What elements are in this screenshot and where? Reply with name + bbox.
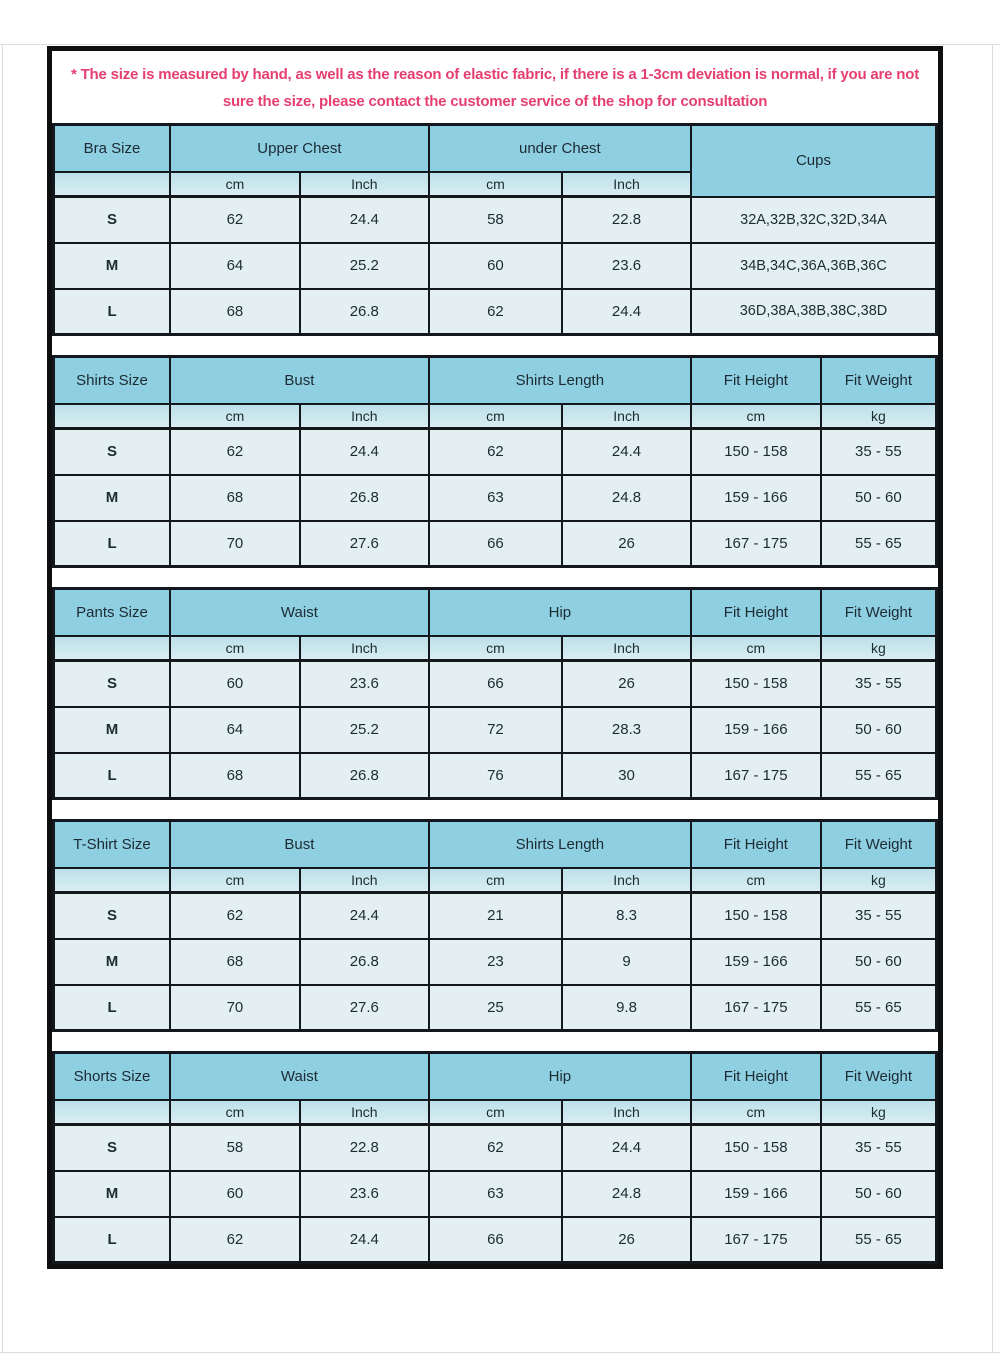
value-cell: 68 [170, 939, 300, 985]
bust-header: Bust [170, 357, 429, 404]
size-cell: M [54, 1171, 171, 1217]
unit-cell-kg: kg [821, 636, 937, 661]
value-cell: 150 - 158 [691, 893, 821, 939]
size-note [52, 51, 938, 123]
unit-cell-cm: cm [691, 636, 821, 661]
value-cell: 62 [170, 429, 300, 475]
unit-spacer-cell [54, 868, 171, 893]
bra-size-table [52, 123, 938, 336]
shirts-length-header: Shirts Length [429, 821, 691, 868]
size-tables [52, 123, 938, 1264]
note-line-1: * The size is measured by hand, as well as the reason of elastic fabric, if there is a 1-3cm deviation is normal, if you are not [70, 65, 920, 83]
shorts-row-l [54, 1217, 937, 1263]
unit-cell-inch: Inch [562, 636, 691, 661]
shirts-size-header: Shirts Size [54, 357, 171, 404]
shorts-row-s [54, 1125, 937, 1171]
size-cell: L [54, 521, 171, 567]
unit-cell-cm: cm [429, 1100, 562, 1125]
value-cell: 26.8 [300, 289, 429, 335]
unit-cell-inch: Inch [562, 868, 691, 893]
value-cell: 62 [429, 1125, 562, 1171]
value-cell: 27.6 [300, 521, 429, 567]
tshirt-row-m [54, 939, 937, 985]
fit-height-header: Fit Height [691, 357, 821, 404]
value-cell: 150 - 158 [691, 429, 821, 475]
value-cell: 58 [170, 1125, 300, 1171]
unit-cell-kg: kg [821, 404, 937, 429]
bra-row-m [54, 243, 937, 289]
value-cell: 68 [170, 753, 300, 799]
value-cell: 167 - 175 [691, 521, 821, 567]
page-divider-bottom [0, 1352, 1000, 1353]
value-cell: 68 [170, 475, 300, 521]
bra-row-l [54, 289, 937, 335]
value-cell: 24.4 [562, 1125, 691, 1171]
value-cell: 23.6 [562, 243, 691, 289]
value-cell: 63 [429, 475, 562, 521]
waist-header: Waist [170, 589, 429, 636]
value-cell: 60 [429, 243, 562, 289]
value-cell: 24.4 [562, 289, 691, 335]
value-cell: 150 - 158 [691, 1125, 821, 1171]
size-cell: S [54, 429, 171, 475]
unit-cell-cm: cm [429, 636, 562, 661]
value-cell: 26.8 [300, 475, 429, 521]
shirts-row-m [54, 475, 937, 521]
unit-cell-cm: cm [170, 636, 300, 661]
value-cell: 9 [562, 939, 691, 985]
fit-height-header: Fit Height [691, 1053, 821, 1100]
t-shirt-size-header: T-Shirt Size [54, 821, 171, 868]
hip-header: Hip [429, 1053, 691, 1100]
value-cell: 70 [170, 521, 300, 567]
value-cell: 25.2 [300, 243, 429, 289]
value-cell: 62 [429, 289, 562, 335]
size-cell: M [54, 939, 171, 985]
value-cell: 159 - 166 [691, 475, 821, 521]
hip-header: Hip [429, 589, 691, 636]
unit-cell-inch: Inch [562, 1100, 691, 1125]
value-cell: 50 - 60 [821, 475, 937, 521]
page-divider-right [992, 44, 993, 1352]
tshirt-size-table [52, 819, 938, 1032]
unit-cell-cm: cm [429, 172, 562, 197]
unit-cell-cm: cm [691, 868, 821, 893]
unit-cell-inch: Inch [300, 636, 429, 661]
value-cell: 62 [170, 197, 300, 243]
value-cell: 24.8 [562, 475, 691, 521]
value-cell: 72 [429, 707, 562, 753]
shirts-length-header: Shirts Length [429, 357, 691, 404]
upper-chest-header: Upper Chest [170, 125, 429, 172]
value-cell: 26.8 [300, 939, 429, 985]
tshirt-row-s [54, 893, 937, 939]
value-cell: 60 [170, 661, 300, 707]
value-cell: 35 - 55 [821, 429, 937, 475]
unit-cell-cm: cm [170, 172, 300, 197]
value-cell: 55 - 65 [821, 753, 937, 799]
size-cell: S [54, 893, 171, 939]
shorts-row-m [54, 1171, 937, 1217]
unit-cell-cm: cm [170, 868, 300, 893]
value-cell: 68 [170, 289, 300, 335]
cups-value-cell: 36D,38A,38B,38C,38D [691, 289, 937, 335]
bust-header: Bust [170, 821, 429, 868]
value-cell: 26 [562, 521, 691, 567]
value-cell: 60 [170, 1171, 300, 1217]
value-cell: 27.6 [300, 985, 429, 1031]
value-cell: 24.4 [300, 197, 429, 243]
value-cell: 62 [170, 893, 300, 939]
unit-cell-inch: Inch [562, 172, 691, 197]
value-cell: 64 [170, 707, 300, 753]
size-chart [47, 46, 943, 1269]
pants-size-table [52, 587, 938, 800]
pants-row-l [54, 753, 937, 799]
note-line-2: sure the size, please contact the customer service of the shop for consultation [222, 93, 768, 111]
unit-cell-kg: kg [821, 1100, 937, 1125]
value-cell: 159 - 166 [691, 707, 821, 753]
shorts-size-table [52, 1051, 938, 1264]
shirts-row-s [54, 429, 937, 475]
unit-cell-cm: cm [691, 1100, 821, 1125]
unit-cell-cm: cm [429, 868, 562, 893]
unit-cell-inch: Inch [300, 1100, 429, 1125]
value-cell: 62 [170, 1217, 300, 1263]
value-cell: 26 [562, 661, 691, 707]
value-cell: 50 - 60 [821, 939, 937, 985]
value-cell: 28.3 [562, 707, 691, 753]
fit-weight-header: Fit Weight [821, 1053, 937, 1100]
unit-cell-inch: Inch [300, 172, 429, 197]
under-chest-header: under Chest [429, 125, 691, 172]
value-cell: 24.4 [300, 429, 429, 475]
value-cell: 8.3 [562, 893, 691, 939]
value-cell: 66 [429, 1217, 562, 1263]
value-cell: 167 - 175 [691, 985, 821, 1031]
value-cell: 24.4 [562, 429, 691, 475]
value-cell: 55 - 65 [821, 1217, 937, 1263]
fit-height-header: Fit Height [691, 821, 821, 868]
value-cell: 66 [429, 521, 562, 567]
waist-header: Waist [170, 1053, 429, 1100]
fit-weight-header: Fit Weight [821, 821, 937, 868]
value-cell: 50 - 60 [821, 1171, 937, 1217]
pants-size-header: Pants Size [54, 589, 171, 636]
bra-row-s [54, 197, 937, 243]
value-cell: 55 - 65 [821, 521, 937, 567]
value-cell: 25.2 [300, 707, 429, 753]
fit-weight-header: Fit Weight [821, 357, 937, 404]
value-cell: 24.4 [300, 1217, 429, 1263]
size-cell: L [54, 1217, 171, 1263]
value-cell: 22.8 [562, 197, 691, 243]
value-cell: 167 - 175 [691, 1217, 821, 1263]
size-cell: L [54, 289, 171, 335]
value-cell: 25 [429, 985, 562, 1031]
unit-cell-inch: Inch [300, 868, 429, 893]
value-cell: 35 - 55 [821, 893, 937, 939]
value-cell: 55 - 65 [821, 985, 937, 1031]
value-cell: 21 [429, 893, 562, 939]
value-cell: 30 [562, 753, 691, 799]
value-cell: 23.6 [300, 1171, 429, 1217]
unit-cell-cm: cm [429, 404, 562, 429]
size-cell: L [54, 753, 171, 799]
pants-row-m [54, 707, 937, 753]
value-cell: 159 - 166 [691, 1171, 821, 1217]
fit-height-header: Fit Height [691, 589, 821, 636]
value-cell: 150 - 158 [691, 661, 821, 707]
size-cell: S [54, 1125, 171, 1171]
unit-cell-cm: cm [170, 404, 300, 429]
value-cell: 35 - 55 [821, 661, 937, 707]
bra-size-header: Bra Size [54, 125, 171, 172]
shirts-size-table [52, 355, 938, 568]
tshirt-row-l [54, 985, 937, 1031]
value-cell: 24.8 [562, 1171, 691, 1217]
cups-value-cell: 32A,32B,32C,32D,34A [691, 197, 937, 243]
fit-weight-header: Fit Weight [821, 589, 937, 636]
value-cell: 26.8 [300, 753, 429, 799]
value-cell: 35 - 55 [821, 1125, 937, 1171]
unit-cell-cm: cm [691, 404, 821, 429]
size-cell: L [54, 985, 171, 1031]
unit-cell-cm: cm [170, 1100, 300, 1125]
value-cell: 9.8 [562, 985, 691, 1031]
unit-cell-inch: Inch [562, 404, 691, 429]
shorts-size-header: Shorts Size [54, 1053, 171, 1100]
unit-cell-kg: kg [821, 868, 937, 893]
unit-spacer-cell [54, 636, 171, 661]
cups-value-cell: 34B,34C,36A,36B,36C [691, 243, 937, 289]
size-cell: S [54, 197, 171, 243]
value-cell: 24.4 [300, 893, 429, 939]
value-cell: 167 - 175 [691, 753, 821, 799]
unit-spacer-cell [54, 404, 171, 429]
size-cell: M [54, 707, 171, 753]
value-cell: 58 [429, 197, 562, 243]
unit-spacer-cell [54, 172, 171, 197]
shirts-row-l [54, 521, 937, 567]
unit-spacer-cell [54, 1100, 171, 1125]
value-cell: 70 [170, 985, 300, 1031]
cups-header: Cups [691, 125, 937, 197]
value-cell: 63 [429, 1171, 562, 1217]
value-cell: 50 - 60 [821, 707, 937, 753]
value-cell: 62 [429, 429, 562, 475]
value-cell: 66 [429, 661, 562, 707]
unit-cell-inch: Inch [300, 404, 429, 429]
value-cell: 159 - 166 [691, 939, 821, 985]
page-divider-top [0, 44, 1000, 45]
value-cell: 64 [170, 243, 300, 289]
value-cell: 23 [429, 939, 562, 985]
value-cell: 23.6 [300, 661, 429, 707]
value-cell: 76 [429, 753, 562, 799]
size-cell: S [54, 661, 171, 707]
size-cell: M [54, 243, 171, 289]
value-cell: 22.8 [300, 1125, 429, 1171]
pants-row-s [54, 661, 937, 707]
value-cell: 26 [562, 1217, 691, 1263]
size-cell: M [54, 475, 171, 521]
page-divider-left [2, 44, 3, 1352]
